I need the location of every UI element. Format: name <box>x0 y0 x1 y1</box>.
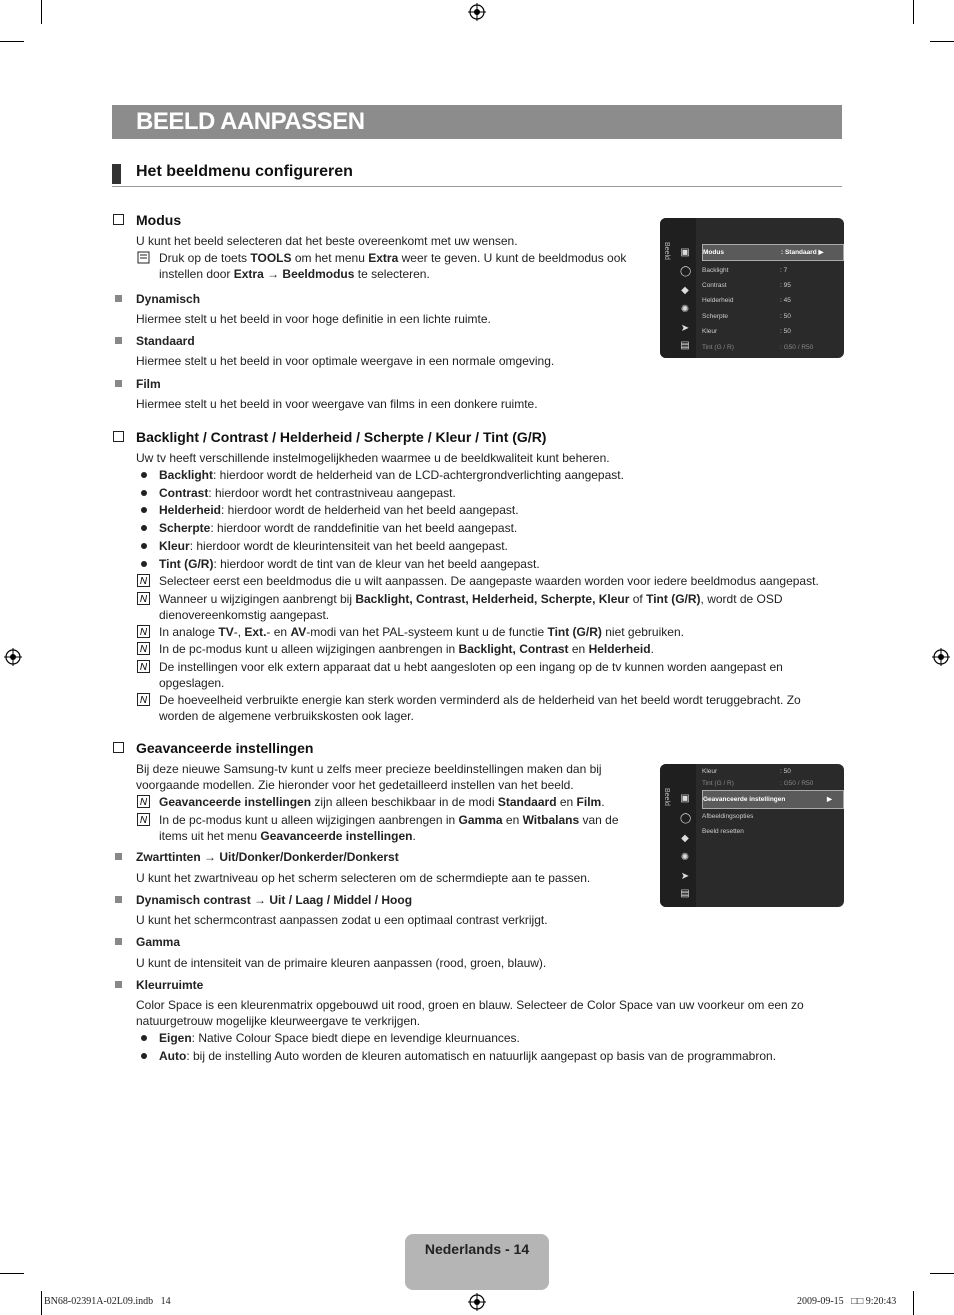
square-bullet-icon <box>115 295 122 302</box>
svg-text:N: N <box>139 662 148 673</box>
svg-text:N: N <box>139 797 148 808</box>
row-key: Helderheid <box>702 297 734 304</box>
note-segment: -, <box>233 625 245 639</box>
mode-desc: Hiermee stelt u het beeld in voor optimale weergave in een normale omgeving. <box>136 354 555 368</box>
note-text: Druk op de toets <box>159 251 251 265</box>
bullet-item <box>159 502 519 518</box>
crop-mark <box>0 1273 24 1274</box>
option-name: Kleurruimte <box>136 978 204 992</box>
bullet-text: : hierdoor wordt de tint van de kleur van het beeld aangepast. <box>213 557 540 571</box>
note-bold: TOOLS <box>250 251 292 265</box>
bullet-text: : hierdoor wordt de helderheid van het beeld aangepast. <box>221 503 519 517</box>
crop-mark <box>930 1273 954 1274</box>
registration-mark-icon <box>4 648 22 666</box>
bullet-icon <box>141 1053 147 1059</box>
note-text: te selecteren. <box>354 267 430 281</box>
row-key: Scherpte <box>702 313 729 320</box>
tv-menu-row <box>702 809 844 824</box>
tv-menu-screenshot <box>660 218 844 358</box>
bullet-icon <box>141 507 147 513</box>
page-title: BEELD AANPASSEN <box>136 108 365 135</box>
note-text <box>159 794 605 810</box>
checkbox-icon <box>113 742 124 753</box>
bullet-text: : bij de instelling Auto worden de kleuren automatisch en natuurlijk aangepast op basis van de programmabron. <box>186 1049 777 1063</box>
note-icon <box>137 795 150 808</box>
note-bold: Extra <box>368 251 399 265</box>
note-icon <box>137 693 150 706</box>
note-text: weer te geven. U kunt de beeldmodus ook <box>398 251 627 265</box>
note-bold: Tint (G/R) <box>547 625 602 639</box>
channel-icon: ◆ <box>681 285 689 296</box>
note-bold: Tint (G/R) <box>646 592 701 606</box>
note-segment: In analoge <box>159 625 219 639</box>
row-value: : 7 <box>780 267 788 274</box>
row-value: : G50 / R50 <box>780 780 814 787</box>
note-bold: Standaard <box>497 795 557 809</box>
row-key: Afbeeldingsopties <box>702 813 754 820</box>
note-icon <box>137 592 150 605</box>
bullet-item <box>159 520 517 536</box>
note-bold: TV <box>218 625 234 639</box>
print-date: 2009-09-15 □□ 9:20:43 <box>797 1296 897 1307</box>
support-icon: ▤ <box>680 888 690 899</box>
bullet-item <box>159 467 624 483</box>
registration-mark-icon <box>468 1293 486 1311</box>
note-bold: Gamma <box>458 813 503 827</box>
desc-line: natuurgetrouw mogelijke kleurweergave te verkrijgen. <box>136 1014 421 1028</box>
bullet-icon <box>141 543 147 549</box>
note-text <box>159 591 839 623</box>
crop-mark <box>930 41 954 42</box>
note-segment: en <box>502 813 523 827</box>
option-name: Zwarttinten → Uit/Donker/Donkerder/Donkerst <box>136 850 399 864</box>
bullet-icon <box>141 1035 147 1041</box>
page-number-tab <box>405 1234 549 1290</box>
crop-mark <box>41 1291 42 1315</box>
bullet-item <box>159 556 540 572</box>
note-segment: en <box>556 795 577 809</box>
tv-menu-label: Beeld <box>663 788 670 806</box>
square-bullet-icon <box>115 896 122 903</box>
tv-menu-row <box>702 340 844 355</box>
note-bold: Backlight, Contrast <box>458 642 569 656</box>
bullet-term: Tint (G/R) <box>159 557 214 571</box>
tv-menu-row-selected <box>702 790 844 809</box>
note-bold: Witbalans <box>522 813 580 827</box>
note-bold: Helderheid <box>588 642 651 656</box>
tv-menu-sidebar <box>660 218 696 358</box>
intro-line: voorgaande modellen. Zie hieronder voor het gedetailleerd instellen van het beeld. <box>136 778 574 792</box>
note-segment: . <box>650 642 654 656</box>
setup-icon: ✺ <box>680 852 690 863</box>
remote-note-icon <box>137 251 150 264</box>
square-bullet-icon <box>115 853 122 860</box>
tv-menu-label: Beeld <box>663 242 670 260</box>
mode-name: Standaard <box>136 334 195 348</box>
bullet-text: : hierdoor wordt de randdefinitie van het beeld aangepast. <box>210 521 518 535</box>
svg-text:N: N <box>139 695 148 706</box>
note-segment: De hoeveelheid verbruikte energie kan sterk worden verminderd als de helderheid van het beeld wordt teruggebracht. Zo <box>159 693 801 707</box>
backlight-heading: Backlight / Contrast / Helderheid / Scherpte / Kleur / Tint (G/R) <box>136 429 547 445</box>
note-text <box>159 659 839 691</box>
crop-mark <box>913 1291 914 1315</box>
note-segment: . <box>601 795 605 809</box>
svg-text:N: N <box>139 644 148 655</box>
bullet-icon <box>141 472 147 478</box>
row-value: : Standaard ▶ <box>781 249 824 256</box>
channel-icon: ◆ <box>681 833 689 844</box>
note-segment: items uit het menu <box>159 829 261 843</box>
mode-name: Dynamisch <box>136 292 201 306</box>
option-desc: U kunt het schermcontrast aanpassen zodat u een optimaal contrast verkrijgt. <box>136 913 548 927</box>
note-segment: De instellingen voor elk extern apparaat dat u hebt aangesloten op een ingang op de tv kunnen worden aangepast en <box>159 660 783 674</box>
note-icon <box>137 660 150 673</box>
note-text: Selecteer eerst een beeldmodus die u wilt aanpassen. De aangepaste waarden worden voor iedere beeldmodus aangepast. <box>159 574 819 588</box>
note-bold: Geavanceerde instellingen <box>159 795 312 809</box>
modus-intro: U kunt het beeld selecteren dat het beste overeenkomt met uw wensen. <box>136 234 518 248</box>
bullet-text: : hierdoor wordt de kleurintensiteit van het beeld aangepast. <box>189 539 508 553</box>
row-value: : 50 <box>780 768 791 775</box>
bullet-term: Eigen <box>159 1031 192 1045</box>
svg-text:N: N <box>139 627 148 638</box>
checkbox-icon <box>113 431 124 442</box>
registration-mark-icon <box>932 648 950 666</box>
page-title-bar <box>112 105 842 139</box>
note-text: instellen door <box>159 267 234 281</box>
note-segment: Wanneer u wijzigingen aanbrengt bij <box>159 592 356 606</box>
note-bold: Ext. <box>244 625 267 639</box>
bullet-text: : hierdoor wordt de helderheid van de LCD-achtergrondverlichting aangepast. <box>213 468 624 482</box>
note-bold: Geavanceerde instellingen <box>260 829 413 843</box>
page-number: Nederlands - 14 <box>424 1241 530 1257</box>
mode-name: Film <box>136 377 161 391</box>
note-text <box>159 692 839 724</box>
bullet-term: Helderheid <box>159 503 222 517</box>
note-icon <box>137 642 150 655</box>
input-icon: ➤ <box>680 871 690 882</box>
tv-menu-row <box>702 293 844 308</box>
support-icon: ▤ <box>680 340 690 351</box>
note-text <box>159 641 654 657</box>
square-bullet-icon <box>115 981 122 988</box>
option-desc: U kunt de intensiteit van de primaire kleuren aanpassen (rood, groen, blauw). <box>136 956 547 970</box>
bullet-term: Kleur <box>159 539 190 553</box>
bullet-icon <box>141 525 147 531</box>
note-bold: Backlight, Contrast, Helderheid, Scherpte, Kleur <box>355 592 630 606</box>
picture-icon: ▣ <box>680 793 690 804</box>
note-icon <box>137 574 150 587</box>
input-icon: ➤ <box>680 323 690 334</box>
square-bullet-icon <box>115 337 122 344</box>
note-segment: , wordt de OSD <box>700 592 783 606</box>
tv-menu-screenshot <box>660 764 844 907</box>
section-title: Het beeldmenu configureren <box>136 163 353 180</box>
desc-line: Color Space is een kleurenmatrix opgebouwd uit rood, groen en blauw. Selecteer de Color Space van uw voorkeur om een zo <box>136 998 804 1012</box>
registration-mark-icon <box>468 3 486 21</box>
crop-mark <box>913 0 914 24</box>
tv-menu-row <box>702 278 844 293</box>
sound-icon: ◯ <box>680 813 692 824</box>
note-text: om het menu <box>291 251 369 265</box>
row-key: Beeld resetten <box>702 828 744 835</box>
row-key: Tint (G / R) <box>702 780 734 787</box>
row-value: : 95 <box>780 282 791 289</box>
picture-icon: ▣ <box>680 247 690 258</box>
option-desc <box>136 997 836 1029</box>
note-segment: worden de algemene verbruikskosten ook lager. <box>159 709 414 723</box>
bullet-item <box>159 538 508 554</box>
tv-menu-row <box>702 263 844 278</box>
bullet-item <box>159 1048 776 1064</box>
bullet-icon <box>141 490 147 496</box>
bullet-icon <box>141 561 147 567</box>
section-heading <box>112 160 842 187</box>
row-value: : 50 <box>780 328 791 335</box>
option-name: Gamma <box>136 935 181 949</box>
row-key: Tint (G / R) <box>702 344 734 351</box>
sound-icon: ◯ <box>680 266 692 277</box>
section-marker <box>112 164 121 184</box>
square-bullet-icon <box>115 380 122 387</box>
bullet-text: : hierdoor wordt het contrastniveau aangepast. <box>208 486 456 500</box>
note-segment: In de pc-modus kunt u alleen wijzigingen aanbrengen in <box>159 642 459 656</box>
note-segment: - en <box>266 625 291 639</box>
tv-menu-row <box>702 309 844 324</box>
file-info: BN68-02391A-02L09.indb 14 <box>44 1296 171 1307</box>
crop-mark <box>0 41 24 42</box>
note-segment: van de <box>579 813 619 827</box>
modus-heading: Modus <box>136 212 182 228</box>
note-segment: niet gebruiken. <box>601 625 684 639</box>
note-bold: Film <box>576 795 602 809</box>
row-value: : 45 <box>780 297 791 304</box>
tv-menu-row <box>702 776 844 791</box>
mode-desc: Hiermee stelt u het beeld in voor weergave van films in een donkere ruimte. <box>136 397 538 411</box>
mode-desc: Hiermee stelt u het beeld in voor hoge definitie in een lichte ruimte. <box>136 312 491 326</box>
svg-text:N: N <box>139 576 148 587</box>
row-key: Modus <box>703 249 724 256</box>
option-name: Dynamisch contrast → Uit / Laag / Middel / Hoog <box>136 893 413 907</box>
modus-note <box>159 250 639 282</box>
row-value: : G50 / R50 <box>780 344 814 351</box>
note-segment: -modi van het PAL-systeem kunt u de functie <box>306 625 548 639</box>
note-segment: zijn alleen beschikbaar in de modi <box>311 795 498 809</box>
note-segment: In de pc-modus kunt u alleen wijzigingen aanbrengen in <box>159 813 459 827</box>
backlight-intro: Uw tv heeft verschillende instelmogelijkheden waarmee u de beeldkwaliteit kunt beheren. <box>136 451 610 465</box>
row-value: ▶ <box>827 796 832 803</box>
intro-line: Bij deze nieuwe Samsung-tv kunt u zelfs meer precieze beeldinstellingen maken dan bij <box>136 762 602 776</box>
row-key: Kleur <box>702 768 718 775</box>
bullet-term: Contrast <box>159 486 209 500</box>
note-text <box>159 812 639 844</box>
square-bullet-icon <box>115 938 122 945</box>
checkbox-icon <box>113 214 124 225</box>
tv-menu-row <box>702 824 844 839</box>
row-key: Geavanceerde instellingen <box>703 796 786 803</box>
note-segment: dienovereenkomstig aangepast. <box>159 608 330 622</box>
bullet-text: : Native Colour Space biedt diepe en levendige kleurnuances. <box>191 1031 520 1045</box>
row-key: Contrast <box>702 282 727 289</box>
tv-menu-row-selected <box>702 244 844 261</box>
bullet-term: Scherpte <box>159 521 211 535</box>
bullet-term: Backlight <box>159 468 214 482</box>
note-text <box>159 624 684 640</box>
row-key: Backlight <box>702 267 729 274</box>
bullet-term: Auto <box>159 1049 187 1063</box>
note-bold: Extra → Beeldmodus <box>233 267 355 281</box>
geav-intro <box>136 761 616 793</box>
crop-mark <box>41 0 42 24</box>
note-segment: . <box>412 829 416 843</box>
note-segment: opgeslagen. <box>159 676 225 690</box>
note-segment: of <box>629 592 647 606</box>
row-key: Kleur <box>702 328 718 335</box>
note-segment: en <box>568 642 589 656</box>
option-desc: U kunt het zwartniveau op het scherm selecteren om de schermdiepte aan te passen. <box>136 871 591 885</box>
setup-icon: ✺ <box>680 304 690 315</box>
tv-menu-sidebar <box>660 764 696 907</box>
bullet-item <box>159 1030 520 1046</box>
row-value: : 50 <box>780 313 791 320</box>
note-bold: AV <box>290 625 307 639</box>
tv-menu-row <box>702 324 844 339</box>
geav-heading: Geavanceerde instellingen <box>136 740 314 756</box>
note-icon <box>137 625 150 638</box>
svg-text:N: N <box>139 594 148 605</box>
note-icon <box>137 813 150 826</box>
svg-text:N: N <box>139 815 148 826</box>
bullet-item <box>159 485 456 501</box>
